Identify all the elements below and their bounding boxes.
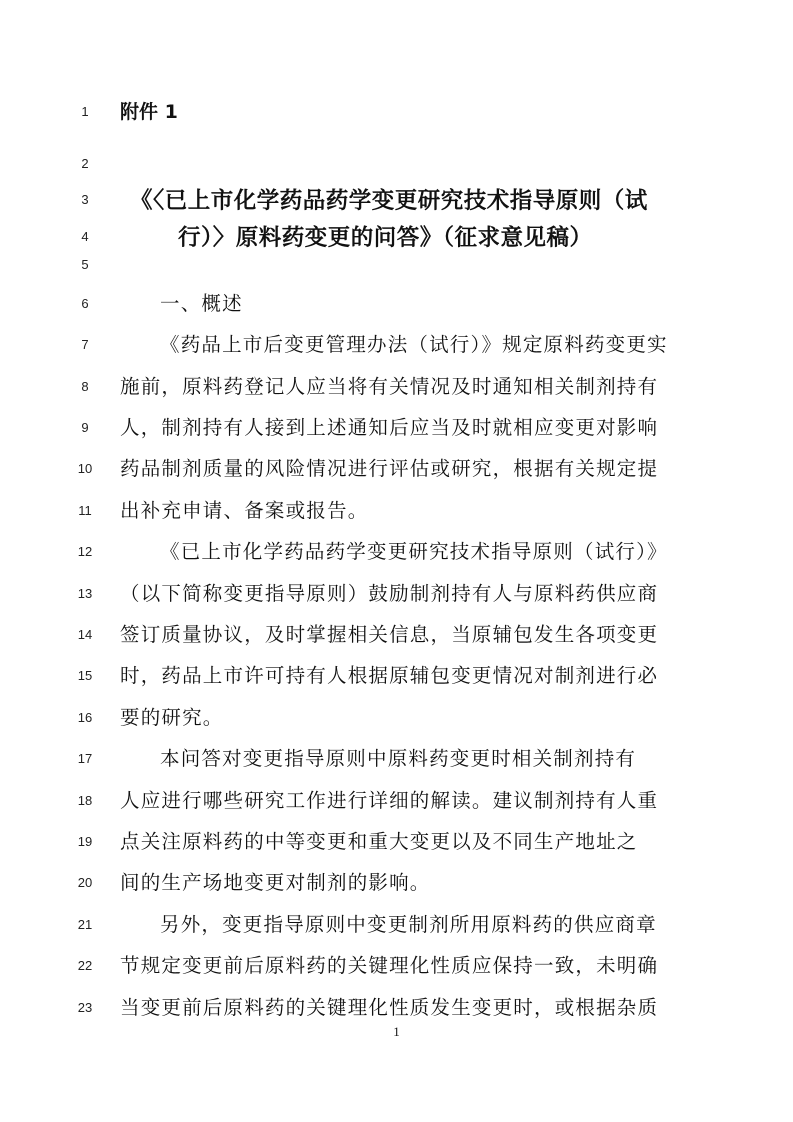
title-line-2: 行）〉原料药变更的问答》（征求意见稿）	[178, 225, 593, 251]
body-line: 《已上市化学药品药学变更研究技术指导原则（试行）》	[160, 540, 668, 563]
line-number: 19	[77, 834, 93, 849]
body-line: 要的研究。	[120, 706, 224, 729]
body-line: 《药品上市后变更管理办法（试行）》规定原料药变更实	[160, 333, 668, 356]
line-number: 2	[81, 156, 89, 171]
line-number: 9	[81, 420, 89, 435]
body-line: 人，制剂持有人接到上述通知后应当及时就相应变更对影响	[120, 416, 659, 439]
body-line: 时，药品上市许可持有人根据原辅包变更情况对制剂进行必	[120, 664, 659, 687]
body-line: 另外，变更指导原则中变更制剂所用原料药的供应商章	[160, 913, 657, 936]
line-number: 13	[77, 586, 93, 601]
section-heading: 一、概述	[160, 292, 243, 315]
line-number: 7	[81, 337, 89, 352]
line-number: 14	[77, 627, 93, 642]
line-number: 15	[77, 668, 93, 683]
body-line: （以下简称变更指导原则）鼓励制剂持有人与原料药供应商	[120, 582, 659, 605]
body-line: 本问答对变更指导原则中原料药变更时相关制剂持有	[160, 747, 637, 770]
line-number: 17	[77, 751, 93, 766]
attachment-label: 附件 1	[120, 101, 178, 123]
body-line: 节规定变更前后原料药的关键理化性质应保持一致，未明确	[120, 954, 659, 977]
line-number: 23	[77, 1000, 93, 1015]
line-number: 4	[81, 229, 89, 244]
line-number: 12	[77, 544, 93, 559]
line-number: 21	[77, 917, 93, 932]
line-number: 6	[81, 296, 89, 311]
line-number: 8	[81, 379, 89, 394]
body-line: 签订质量协议，及时掌握相关信息，当原辅包发生各项变更	[120, 623, 659, 646]
line-number: 20	[77, 875, 93, 890]
body-line: 施前，原料药登记人应当将有关情况及时通知相关制剂持有	[120, 375, 659, 398]
body-line: 药品制剂质量的风险情况进行评估或研究，根据有关规定提	[120, 457, 659, 480]
line-number: 1	[81, 104, 89, 119]
page-number: 1	[393, 1024, 400, 1039]
line-number: 10	[77, 461, 93, 476]
line-number: 3	[81, 192, 89, 207]
body-line: 间的生产场地变更对制剂的影响。	[120, 871, 431, 894]
line-number: 18	[77, 793, 93, 808]
title-line-1: 《〈已上市化学药品药学变更研究技术指导原则（试	[130, 188, 648, 214]
line-number: 5	[81, 257, 89, 272]
body-line: 人应进行哪些研究工作进行详细的解读。建议制剂持有人重	[120, 789, 659, 812]
body-line: 当变更前后原料药的关键理化性质发生变更时，或根据杂质	[120, 996, 659, 1019]
line-number: 11	[78, 503, 92, 518]
line-number: 22	[77, 958, 93, 973]
body-line: 出补充申请、备案或报告。	[120, 499, 369, 522]
body-line: 点关注原料药的中等变更和重大变更以及不同生产地址之	[120, 830, 638, 853]
line-number: 16	[77, 710, 93, 725]
